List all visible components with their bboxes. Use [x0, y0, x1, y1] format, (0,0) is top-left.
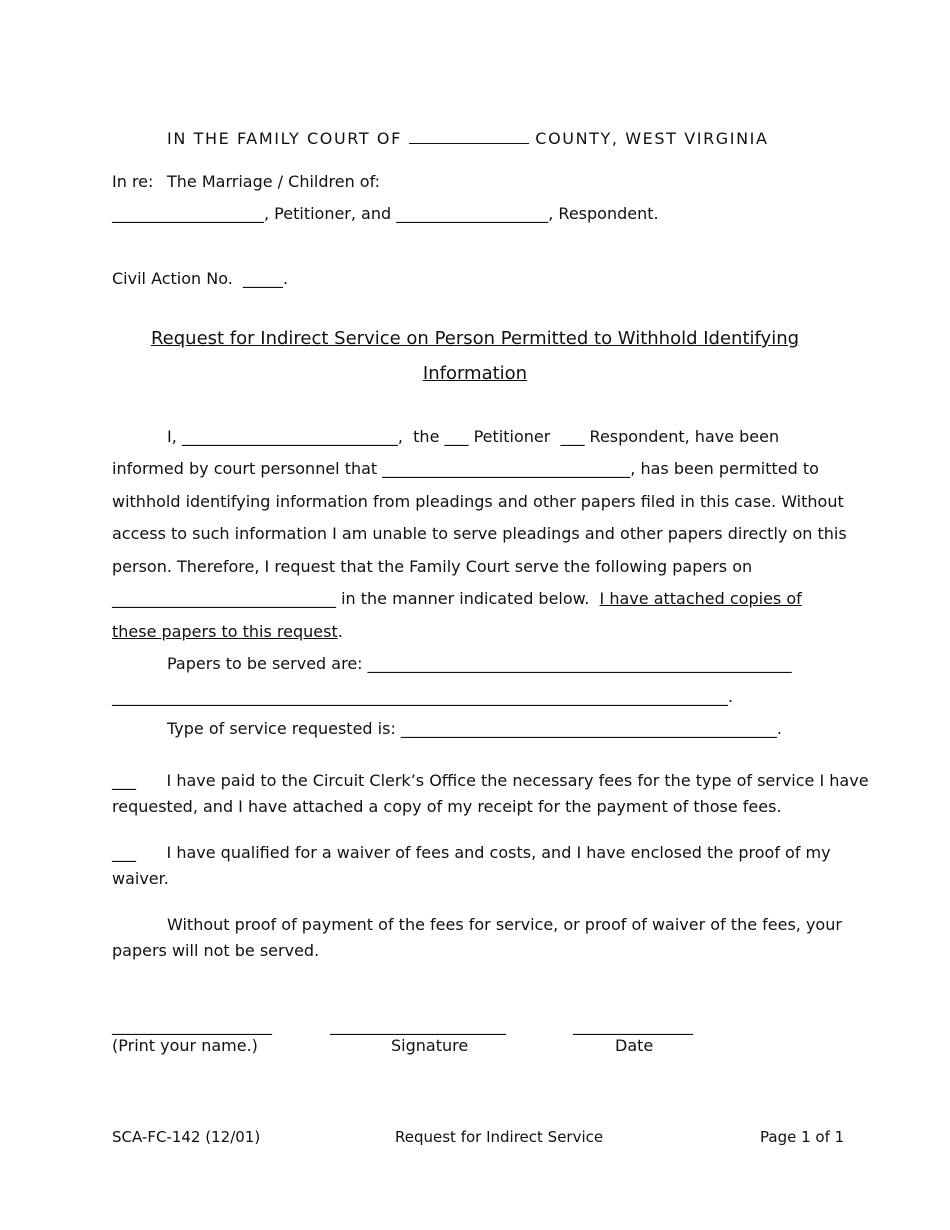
footer-form-title: Request for Indirect Service [395, 1128, 604, 1146]
in-re-text: The Marriage / Children of: [167, 172, 381, 191]
date-label: Date [615, 1036, 654, 1055]
fees-paid-line-2: requested, and I have attached a copy of my receipt for the payment of those fees. [112, 797, 782, 816]
attached-copies-note-cont: these papers to this request [112, 622, 338, 641]
service-type-line: Type of service requested is: _______________________________________________. [167, 719, 782, 738]
body-line-7 [112, 622, 343, 642]
papers-to-serve-cont: _____________________________________________________________________________. [112, 687, 734, 706]
body-line-6-text: ____________________________ in the manner indicated below. [112, 589, 600, 608]
body-line-3: withhold identifying information from pleadings and other papers filed in this case. Without [112, 492, 844, 511]
footer-page-number: Page 1 of 1 [760, 1128, 845, 1146]
body-line-1: I, ___________________________, the ___ Petitioner ___ Respondent, have been [167, 427, 780, 446]
civil-action-number: Civil Action No. _____. [112, 269, 289, 288]
fees-paid-line-1: ___ I have paid to the Circuit Clerk’s Office the necessary fees for the type of service I have [112, 771, 869, 790]
document-title-line1: Request for Indirect Service on Person Permitted to Withhold Identifying [150, 328, 800, 349]
county-blank [409, 129, 529, 144]
body-line-6 [112, 589, 802, 609]
print-name-label: (Print your name.) [112, 1036, 258, 1055]
body-line-2: informed by court personnel that _______________________________, has been permitted to [112, 459, 819, 478]
fee-waiver-line-1: ___ I have qualified for a waiver of fees and costs, and I have enclosed the proof of my [112, 843, 831, 862]
signature-label: Signature [391, 1036, 469, 1055]
print-name-line: ____________________ [112, 1016, 272, 1035]
attached-copies-note: I have attached copies of [599, 589, 802, 608]
signature-line: ______________________ [330, 1016, 506, 1035]
body-line-7-period: . [337, 622, 343, 641]
court-caption-prefix: IN THE FAMILY COURT OF [167, 129, 402, 148]
fee-waiver-line-2: waiver. [112, 869, 169, 888]
footer-form-id: SCA-FC-142 (12/01) [112, 1128, 261, 1146]
body-line-5: person. Therefore, I request that the Family Court serve the following papers on [112, 557, 753, 576]
court-caption-suffix: COUNTY, WEST VIRGINIA [535, 129, 769, 148]
warning-line-2: papers will not be served. [112, 941, 320, 960]
court-caption [167, 129, 769, 149]
warning-line-1: Without proof of payment of the fees for service, or proof of waiver of the fees, your [167, 915, 842, 934]
parties-line: ___________________, Petitioner, and ___________________, Respondent. [112, 204, 659, 223]
papers-to-serve-line: Papers to be served are: _____________________________________________________ [167, 654, 792, 673]
body-line-4: access to such information I am unable to serve pleadings and other papers directly on this [112, 524, 847, 543]
date-line: _______________ [573, 1016, 693, 1035]
in-re-label: In re: [112, 172, 154, 191]
document-title-line2: Information [422, 363, 528, 384]
